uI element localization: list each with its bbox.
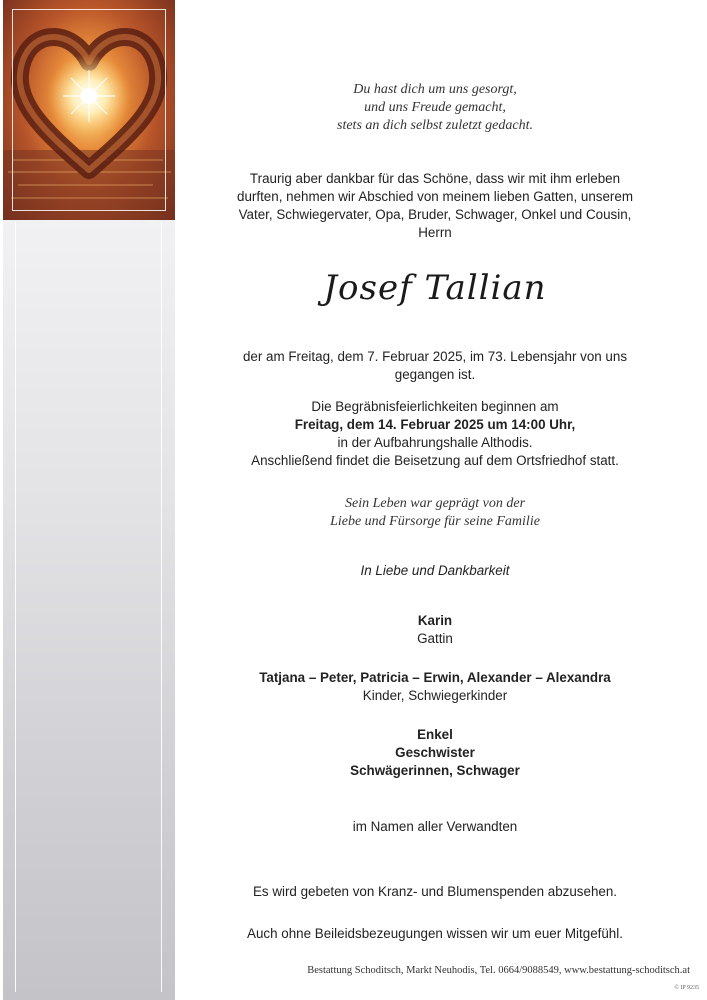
funeral-home-footer: Bestattung Schoditsch, Markt Neuhodis, Tel. 0664/9088549, www.bestattung-schoditsch.at — [307, 965, 690, 976]
death-notice-line: gegangen ist. — [394, 367, 476, 382]
relatives-block — [200, 726, 670, 780]
verse-line: und uns Freude gemacht, — [364, 100, 506, 115]
heart-hands-sunset-photo — [3, 0, 175, 220]
no-flowers-note: Es wird gebeten von Kranz- und Blumenspenden abzusehen. — [252, 884, 618, 899]
grandchildren: Enkel — [417, 727, 453, 742]
in-laws: Schwägerinnen, Schwager — [350, 763, 520, 778]
photo-frame — [12, 9, 166, 211]
no-condolences-note: Auch ohne Beileidsbezeugungen wissen wir um euer Mitgefühl. — [247, 926, 623, 941]
spouse-role: Gattin — [417, 631, 453, 646]
funeral-line: Die Begräbnisfeierlichkeiten beginnen am — [311, 399, 559, 414]
spouse-block — [200, 612, 670, 648]
all-relatives: im Namen aller Verwandten — [352, 819, 518, 834]
closing-verse — [200, 495, 670, 531]
deceased-name: Josef Tallian — [323, 268, 547, 308]
intro-line: Herrn — [418, 225, 452, 240]
verse-line: Du hast dich um uns gesorgt, — [353, 82, 517, 97]
intro-line: Vater, Schwiegervater, Opa, Bruder, Schwager, Onkel und Cousin, — [238, 207, 632, 222]
band-right-line — [161, 222, 162, 992]
children-block — [200, 669, 670, 705]
verse-line: Liebe und Fürsorge für seine Familie — [330, 514, 540, 529]
spouse-name: Karin — [417, 613, 453, 628]
death-notice-line: der am Freitag, dem 7. Februar 2025, im 73. Lebensjahr von uns — [242, 349, 628, 364]
opening-verse — [200, 81, 670, 135]
burial-note: Anschließend findet die Beisetzung auf dem Ortsfriedhof statt. — [251, 453, 619, 468]
siblings: Geschwister — [395, 745, 475, 760]
children-names: Tatjana – Peter, Patricia – Erwin, Alexander – Alexandra — [259, 670, 611, 685]
funeral-location: in der Aufbahrungshalle Althodis. — [337, 435, 533, 450]
verse-line: Sein Leben war geprägt von der — [344, 496, 526, 511]
print-code: © IP 9235 — [674, 985, 699, 991]
children-role: Kinder, Schwiegerkinder — [362, 688, 508, 703]
intro-line: Traurig aber dankbar für das Schöne, dass wir mit ihm erleben — [249, 171, 621, 186]
intro-line: durften, nehmen wir Abschied von meinem lieben Gatten, unserem — [237, 189, 633, 204]
dedication: In Liebe und Dankbarkeit — [360, 563, 510, 578]
verse-line: stets an dich selbst zuletzt gedacht. — [337, 118, 533, 133]
funeral-details — [200, 398, 670, 470]
intro-paragraph — [200, 170, 670, 242]
band-left-line — [15, 222, 16, 992]
death-notice — [200, 348, 670, 384]
funeral-date-time: Freitag, dem 14. Februar 2025 um 14:00 Uhr, — [294, 417, 576, 432]
